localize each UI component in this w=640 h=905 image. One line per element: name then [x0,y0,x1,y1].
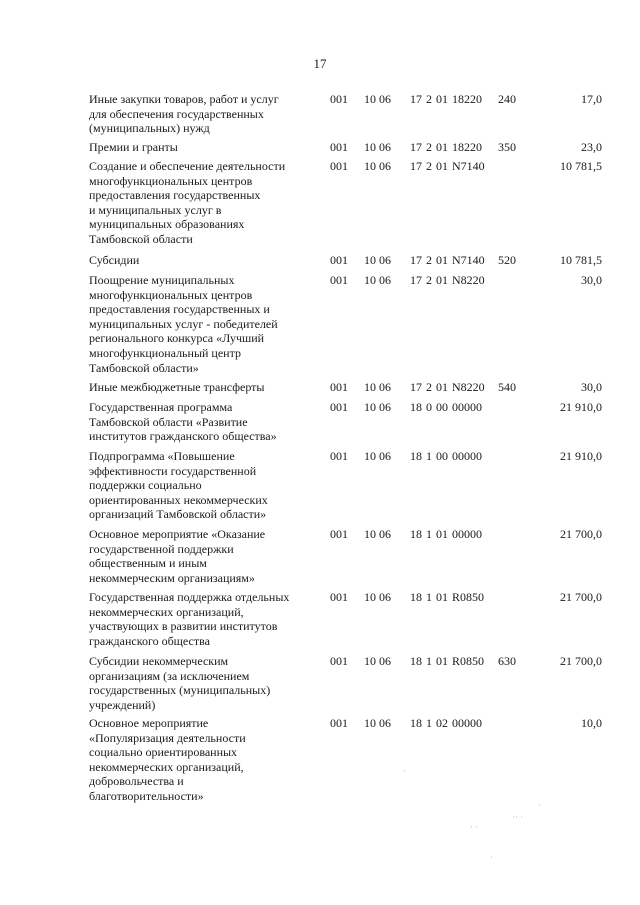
amount: 17,0 [581,92,602,106]
admin-code: 001 [330,400,348,414]
section-code: 10 06 [364,590,391,604]
admin-code: 001 [330,159,348,173]
expense-type-code: 540 [498,380,516,394]
target-article-code: 17 2 01 18220 [410,140,482,154]
amount: 10 781,5 [560,253,602,267]
amount: 23,0 [581,140,602,154]
target-article-code: 17 2 01 N7140 [410,253,485,267]
amount: 21 700,0 [560,590,602,604]
page-number: 17 [313,56,327,71]
scan-artifact: · · [470,822,479,832]
section-code: 10 06 [364,449,391,463]
section-code: 10 06 [364,527,391,541]
expense-type-code: 350 [498,140,516,154]
expense-type-code: 630 [498,654,516,668]
admin-code: 001 [330,527,348,541]
row-description: Создание и обеспечение деятельности многофункциональных центров предоставления государственных и муниципальных услуг в муниципальных образованиях Тамбовской области [89,159,286,246]
section-code: 10 06 [364,273,391,287]
target-article-code: 18 1 02 00000 [410,716,482,730]
admin-code: 001 [330,449,348,463]
scan-artifact: · [403,766,406,776]
admin-code: 001 [330,273,348,287]
scan-artifact: · [538,800,541,810]
target-article-code: 18 1 01 00000 [410,527,482,541]
section-code: 10 06 [364,400,391,414]
admin-code: 001 [330,140,348,154]
row-description: Иные закупки товаров, работ и услуг для обеспечения государственных (муниципальных) нужд [89,92,279,136]
row-description: Основное мероприятие «Популяризация деятельности социально ориентированных некоммерческих организаций, добровольчества и благотворительности» [89,716,246,803]
section-code: 10 06 [364,140,391,154]
row-description: Государственная поддержка отдельных некоммерческих организаций, участвующих в развитии институтов гражданского общества [89,590,290,648]
target-article-code: 17 2 01 N8220 [410,380,485,394]
target-article-code: 17 2 01 18220 [410,92,482,106]
row-description: Субсидии некоммерческим организациям (за исключением государственных (муниципальных) учреждений) [89,654,271,712]
amount: 10,0 [581,716,602,730]
admin-code: 001 [330,380,348,394]
section-code: 10 06 [364,716,391,730]
section-code: 10 06 [364,159,391,173]
section-code: 10 06 [364,380,391,394]
section-code: 10 06 [364,654,391,668]
target-article-code: 18 0 00 00000 [410,400,482,414]
amount: 21 700,0 [560,527,602,541]
expense-type-code: 240 [498,92,516,106]
section-code: 10 06 [364,253,391,267]
expense-type-code: 520 [498,253,516,267]
section-code: 10 06 [364,92,391,106]
admin-code: 001 [330,654,348,668]
amount: 21 910,0 [560,449,602,463]
row-description: Субсидии [89,253,140,267]
target-article-code: 17 2 01 N7140 [410,159,485,173]
scan-artifact: ·· · [512,812,524,822]
admin-code: 001 [330,716,348,730]
target-article-code: 18 1 00 00000 [410,449,482,463]
admin-code: 001 [330,92,348,106]
target-article-code: 18 1 01 R0850 [410,590,485,604]
scan-artifact: · [490,852,493,862]
target-article-code: 17 2 01 N8220 [410,273,485,287]
amount: 21 910,0 [560,400,602,414]
amount: 30,0 [581,380,602,394]
target-article-code: 18 1 01 R0850 [410,654,485,668]
row-description: Премии и гранты [89,140,178,154]
row-description: Подпрограмма «Повышение эффективности государственной поддержки социально ориентированных некоммерческих организаций Тамбовской области» [89,449,268,522]
amount: 21 700,0 [560,654,602,668]
amount: 30,0 [581,273,602,287]
row-description: Основное мероприятие «Оказание государственной поддержки общественным и иным некоммерческим организациям» [89,527,266,585]
admin-code: 001 [330,253,348,267]
row-description: Государственная программа Тамбовской области «Развитие институтов гражданского общества» [89,400,277,444]
row-description: Иные межбюджетные трансферты [89,380,265,394]
admin-code: 001 [330,590,348,604]
amount: 10 781,5 [560,159,602,173]
row-description: Поощрение муниципальных многофункциональных центров предоставления государственных и муниципальных услуг - победителей регионального конкурса «Лучший многофункциональный центр Тамбовской области» [89,273,278,375]
